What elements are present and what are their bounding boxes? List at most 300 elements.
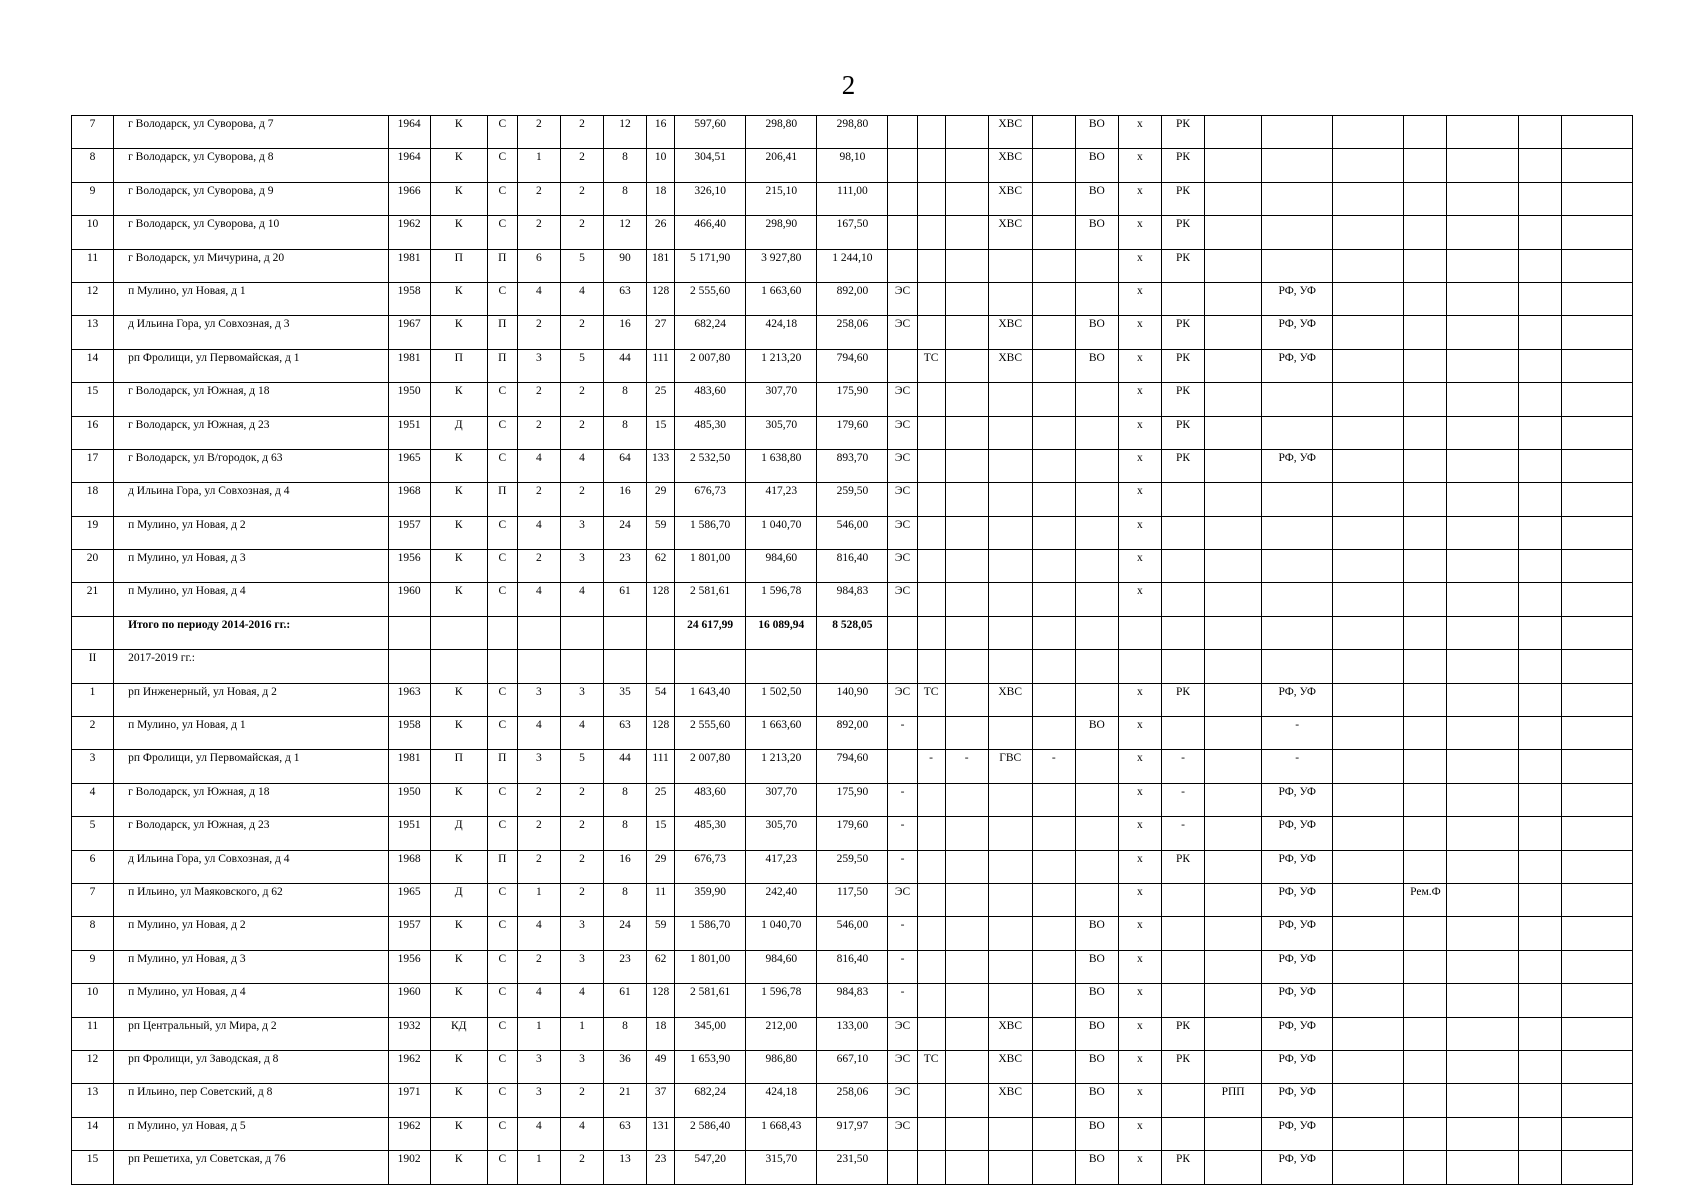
table-cell: 128 xyxy=(647,282,675,315)
address-cell: п Мулино, ул Новая, д 1 xyxy=(114,717,389,750)
table-cell: 6 xyxy=(517,249,560,282)
table-cell: 2 xyxy=(560,216,603,249)
table-cell: 1 586,70 xyxy=(675,516,746,549)
table-cell xyxy=(1205,383,1262,416)
table-cell: 1981 xyxy=(388,750,430,783)
table-cell: 1963 xyxy=(388,683,430,716)
table-cell xyxy=(1404,282,1447,315)
table-cell: - xyxy=(1032,750,1075,783)
table-cell xyxy=(1404,182,1447,215)
table-cell xyxy=(945,583,988,616)
table-cell: 8 xyxy=(603,416,646,449)
table-cell: РФ, УФ xyxy=(1262,683,1333,716)
table-cell: РК xyxy=(1161,182,1204,215)
table-cell xyxy=(1404,683,1447,716)
table-cell xyxy=(1262,416,1333,449)
table-cell: К xyxy=(430,1117,487,1150)
table-cell: - xyxy=(888,817,917,850)
table-cell: П xyxy=(430,750,487,783)
table-cell xyxy=(1262,650,1333,683)
table-cell: 305,70 xyxy=(746,416,817,449)
table-cell: 2 xyxy=(560,182,603,215)
table-cell: 24 617,99 xyxy=(675,616,746,649)
table-cell xyxy=(1333,1084,1404,1117)
table-cell: 345,00 xyxy=(675,1017,746,1050)
table-cell: - xyxy=(1161,783,1204,816)
table-cell: 133 xyxy=(647,449,675,482)
table-cell: 676,73 xyxy=(675,850,746,883)
table-cell xyxy=(988,583,1032,616)
table-cell xyxy=(1075,550,1118,583)
table-cell xyxy=(945,984,988,1017)
table-cell: х xyxy=(1118,1084,1161,1117)
table-cell: РК xyxy=(1161,149,1204,182)
table-cell xyxy=(917,984,945,1017)
table-cell: 11 xyxy=(647,883,675,916)
table-row xyxy=(72,1084,1633,1117)
table-cell: 2 xyxy=(560,850,603,883)
table-cell: С xyxy=(487,883,517,916)
table-cell xyxy=(1518,1117,1561,1150)
table-cell xyxy=(388,616,430,649)
table-cell: 1967 xyxy=(388,316,430,349)
table-cell xyxy=(1205,750,1262,783)
table-cell xyxy=(1447,416,1518,449)
table-cell xyxy=(1518,917,1561,950)
table-cell: х xyxy=(1118,717,1161,750)
table-cell xyxy=(1333,750,1404,783)
table-cell xyxy=(1447,1050,1518,1083)
table-cell: 1960 xyxy=(388,984,430,1017)
table-cell xyxy=(1447,249,1518,282)
table-row xyxy=(72,416,1633,449)
address-cell: п Мулино, ул Новая, д 5 xyxy=(114,1117,389,1150)
row-number-cell: 15 xyxy=(72,383,114,416)
table-cell: х xyxy=(1118,583,1161,616)
table-cell xyxy=(1518,850,1561,883)
table-cell: РФ, УФ xyxy=(1262,349,1333,382)
table-cell xyxy=(988,883,1032,916)
table-cell xyxy=(1205,216,1262,249)
table-cell: РФ, УФ xyxy=(1262,449,1333,482)
table-cell: 4 xyxy=(560,449,603,482)
table-cell: 2 xyxy=(560,1151,603,1184)
table-cell: 424,18 xyxy=(746,1084,817,1117)
table-cell xyxy=(1161,950,1204,983)
table-cell: К xyxy=(430,483,487,516)
table-cell: 892,00 xyxy=(817,717,888,750)
table-cell: 2 xyxy=(560,1084,603,1117)
table-cell xyxy=(988,383,1032,416)
table-cell xyxy=(988,249,1032,282)
table-cell xyxy=(917,616,945,649)
table-cell: 133,00 xyxy=(817,1017,888,1050)
table-cell: ЭС xyxy=(888,883,917,916)
table-cell: 1960 xyxy=(388,583,430,616)
table-cell xyxy=(945,216,988,249)
table-cell xyxy=(988,1151,1032,1184)
table-cell xyxy=(988,783,1032,816)
table-cell: С xyxy=(487,984,517,1017)
table-cell: К xyxy=(430,950,487,983)
table-cell xyxy=(487,650,517,683)
table-cell: 1 040,70 xyxy=(746,516,817,549)
table-cell: 2 xyxy=(517,383,560,416)
table-cell: 305,70 xyxy=(746,817,817,850)
table-cell xyxy=(388,650,430,683)
table-cell: 1 663,60 xyxy=(746,282,817,315)
table-cell: РК xyxy=(1161,316,1204,349)
address-cell: г Володарск, ул В/городок, д 63 xyxy=(114,449,389,482)
table-cell: 1957 xyxy=(388,917,430,950)
table-cell xyxy=(1518,349,1561,382)
table-cell xyxy=(917,850,945,883)
table-cell xyxy=(1205,516,1262,549)
table-cell xyxy=(1518,650,1561,683)
table-cell: 181 xyxy=(647,249,675,282)
table-cell: х xyxy=(1118,1151,1161,1184)
table-cell xyxy=(1075,883,1118,916)
table-cell xyxy=(1262,116,1333,149)
table-cell xyxy=(1205,817,1262,850)
table-cell: х xyxy=(1118,1117,1161,1150)
table-cell: 1 244,10 xyxy=(817,249,888,282)
table-cell: 485,30 xyxy=(675,817,746,850)
table-cell xyxy=(917,316,945,349)
table-cell xyxy=(945,349,988,382)
table-cell: 1971 xyxy=(388,1084,430,1117)
table-cell: 794,60 xyxy=(817,349,888,382)
table-cell: 44 xyxy=(603,750,646,783)
table-cell: 1 586,70 xyxy=(675,917,746,950)
table-cell xyxy=(1333,182,1404,215)
table-cell: С xyxy=(487,583,517,616)
table-cell: 986,80 xyxy=(746,1050,817,1083)
table-cell xyxy=(1075,683,1118,716)
table-cell xyxy=(1404,316,1447,349)
table-cell xyxy=(1561,783,1632,816)
table-cell xyxy=(917,182,945,215)
address-cell: г Володарск, ул Южная, д 18 xyxy=(114,783,389,816)
table-cell: 1 643,40 xyxy=(675,683,746,716)
table-cell: 5 171,90 xyxy=(675,249,746,282)
table-cell: К xyxy=(430,1084,487,1117)
address-cell: рп Инженерный, ул Новая, д 2 xyxy=(114,683,389,716)
table-cell: РК xyxy=(1161,449,1204,482)
table-row xyxy=(72,149,1633,182)
table-cell: 483,60 xyxy=(675,783,746,816)
address-cell: г Володарск, ул Суворова, д 9 xyxy=(114,182,389,215)
table-cell: 5 xyxy=(560,249,603,282)
section-header-row xyxy=(72,650,1633,683)
table-cell xyxy=(1561,1017,1632,1050)
table-cell: х xyxy=(1118,850,1161,883)
table-cell: Д xyxy=(430,416,487,449)
table-cell xyxy=(888,1151,917,1184)
table-cell: РФ, УФ xyxy=(1262,883,1333,916)
table-cell xyxy=(1447,483,1518,516)
table-cell xyxy=(917,282,945,315)
table-cell: 1950 xyxy=(388,383,430,416)
table-cell: 29 xyxy=(647,483,675,516)
table-cell xyxy=(1447,583,1518,616)
table-cell: ВО xyxy=(1075,216,1118,249)
table-cell: х xyxy=(1118,783,1161,816)
table-cell xyxy=(1447,1151,1518,1184)
table-cell: РК xyxy=(1161,1050,1204,1083)
table-cell xyxy=(603,616,646,649)
table-cell: 140,90 xyxy=(817,683,888,716)
table-cell xyxy=(888,650,917,683)
table-cell xyxy=(945,883,988,916)
table-cell: 1968 xyxy=(388,483,430,516)
table-cell xyxy=(1447,783,1518,816)
table-cell xyxy=(1333,116,1404,149)
table-cell xyxy=(917,783,945,816)
table-cell: П xyxy=(487,349,517,382)
table-cell xyxy=(1032,917,1075,950)
table-cell: х xyxy=(1118,950,1161,983)
table-cell xyxy=(1262,182,1333,215)
address-cell: г Володарск, ул Мичурина, д 20 xyxy=(114,249,389,282)
table-cell xyxy=(1032,1151,1075,1184)
table-cell: РПП xyxy=(1205,1084,1262,1117)
table-cell: ВО xyxy=(1075,1017,1118,1050)
address-cell: г Володарск, ул Суворова, д 8 xyxy=(114,149,389,182)
table-cell xyxy=(1404,249,1447,282)
table-cell xyxy=(1404,416,1447,449)
table-cell: 242,40 xyxy=(746,883,817,916)
table-cell: 167,50 xyxy=(817,216,888,249)
table-cell: 1981 xyxy=(388,349,430,382)
table-cell: ВО xyxy=(1075,1151,1118,1184)
table-cell xyxy=(1404,583,1447,616)
table-cell: К xyxy=(430,1050,487,1083)
table-cell: 1964 xyxy=(388,149,430,182)
table-cell: 175,90 xyxy=(817,783,888,816)
table-cell: РК xyxy=(1161,249,1204,282)
table-cell xyxy=(888,616,917,649)
table-cell xyxy=(1518,616,1561,649)
table-cell: 1 596,78 xyxy=(746,984,817,1017)
table-cell xyxy=(1205,416,1262,449)
table-row xyxy=(72,917,1633,950)
table-row xyxy=(72,383,1633,416)
table-cell: 3 xyxy=(517,1084,560,1117)
table-cell xyxy=(1032,249,1075,282)
table-cell: ХВС xyxy=(988,349,1032,382)
table-cell: ХВС xyxy=(988,116,1032,149)
table-cell: 54 xyxy=(647,683,675,716)
table-cell: РК xyxy=(1161,850,1204,883)
table-cell: х xyxy=(1118,383,1161,416)
table-cell: - xyxy=(1161,750,1204,783)
table-cell: 2 xyxy=(517,116,560,149)
table-cell: 18 xyxy=(647,182,675,215)
table-cell xyxy=(1561,750,1632,783)
table-cell: ВО xyxy=(1075,950,1118,983)
table-cell: 128 xyxy=(647,984,675,1017)
table-cell xyxy=(1404,449,1447,482)
table-row xyxy=(72,216,1633,249)
table-cell xyxy=(1262,149,1333,182)
table-cell: - xyxy=(888,717,917,750)
table-cell: х xyxy=(1118,449,1161,482)
table-cell xyxy=(1447,883,1518,916)
table-cell xyxy=(945,683,988,716)
table-cell xyxy=(560,616,603,649)
table-cell: 2 xyxy=(517,483,560,516)
table-cell xyxy=(988,717,1032,750)
table-cell xyxy=(945,650,988,683)
table-cell xyxy=(1205,583,1262,616)
table-cell xyxy=(1205,249,1262,282)
table-cell xyxy=(1205,182,1262,215)
table-cell xyxy=(1075,650,1118,683)
table-cell: 304,51 xyxy=(675,149,746,182)
table-cell xyxy=(1262,550,1333,583)
table-cell: РК xyxy=(1161,383,1204,416)
table-cell xyxy=(1561,550,1632,583)
table-cell: 2 586,40 xyxy=(675,1117,746,1150)
table-cell: 4 xyxy=(517,984,560,1017)
table-cell: 1956 xyxy=(388,550,430,583)
table-cell: С xyxy=(487,717,517,750)
table-cell xyxy=(1262,383,1333,416)
table-cell: К xyxy=(430,182,487,215)
table-cell: ЭС xyxy=(888,516,917,549)
table-cell: П xyxy=(430,349,487,382)
table-cell xyxy=(1032,1084,1075,1117)
table-cell xyxy=(1518,282,1561,315)
table-cell: ЭС xyxy=(888,282,917,315)
table-cell xyxy=(1561,116,1632,149)
table-cell: КД xyxy=(430,1017,487,1050)
table-cell xyxy=(1333,416,1404,449)
table-cell xyxy=(1404,516,1447,549)
table-cell xyxy=(1032,349,1075,382)
table-cell xyxy=(1205,282,1262,315)
address-cell: п Мулино, ул Новая, д 2 xyxy=(114,516,389,549)
table-cell: 128 xyxy=(647,717,675,750)
table-cell xyxy=(1333,917,1404,950)
total-row xyxy=(72,616,1633,649)
table-cell: ГВС xyxy=(988,750,1032,783)
table-cell xyxy=(1262,483,1333,516)
table-cell xyxy=(517,616,560,649)
table-cell: 4 xyxy=(560,282,603,315)
table-cell: С xyxy=(487,516,517,549)
table-cell: х xyxy=(1118,984,1161,1017)
table-cell: РФ, УФ xyxy=(1262,1084,1333,1117)
table-cell xyxy=(1333,1017,1404,1050)
table-cell: С xyxy=(487,1017,517,1050)
table-cell xyxy=(1262,249,1333,282)
table-cell xyxy=(1161,984,1204,1017)
table-cell: С xyxy=(487,282,517,315)
table-cell xyxy=(945,850,988,883)
table-cell xyxy=(1447,516,1518,549)
table-cell: РФ, УФ xyxy=(1262,984,1333,1017)
table-cell xyxy=(1561,249,1632,282)
table-cell xyxy=(1447,750,1518,783)
table-cell: РФ, УФ xyxy=(1262,817,1333,850)
table-cell xyxy=(1447,449,1518,482)
table-cell: 2 581,61 xyxy=(675,984,746,1017)
table-cell xyxy=(1205,650,1262,683)
table-cell xyxy=(1447,817,1518,850)
table-cell xyxy=(1205,449,1262,482)
table-cell: - xyxy=(945,750,988,783)
table-cell xyxy=(817,650,888,683)
table-cell: К xyxy=(430,984,487,1017)
table-cell: 892,00 xyxy=(817,282,888,315)
row-number-cell: 4 xyxy=(72,783,114,816)
table-cell: 1 653,90 xyxy=(675,1050,746,1083)
table-cell xyxy=(1118,616,1161,649)
table-cell: К xyxy=(430,116,487,149)
table-cell xyxy=(945,783,988,816)
table-cell: 1958 xyxy=(388,282,430,315)
table-cell: 29 xyxy=(647,850,675,883)
table-cell: К xyxy=(430,216,487,249)
table-cell xyxy=(1447,683,1518,716)
table-cell: 682,24 xyxy=(675,1084,746,1117)
table-cell xyxy=(430,650,487,683)
table-cell xyxy=(1075,583,1118,616)
address-cell: п Мулино, ул Новая, д 3 xyxy=(114,550,389,583)
table-cell: ВО xyxy=(1075,1117,1118,1150)
table-cell: ЭС xyxy=(888,1017,917,1050)
table-cell xyxy=(945,149,988,182)
table-cell: 3 xyxy=(517,683,560,716)
table-cell xyxy=(430,616,487,649)
table-cell xyxy=(1561,483,1632,516)
table-cell xyxy=(1333,883,1404,916)
table-cell xyxy=(1518,1017,1561,1050)
table-row xyxy=(72,1050,1633,1083)
table-cell: 1 668,43 xyxy=(746,1117,817,1150)
table-cell: 59 xyxy=(647,917,675,950)
table-cell xyxy=(1333,950,1404,983)
table-cell: 298,80 xyxy=(746,116,817,149)
table-cell: 917,97 xyxy=(817,1117,888,1150)
table-cell: 1932 xyxy=(388,1017,430,1050)
table-cell xyxy=(888,249,917,282)
table-cell: 2 007,80 xyxy=(675,750,746,783)
table-cell: РК xyxy=(1161,683,1204,716)
table-cell: 3 xyxy=(560,550,603,583)
table-cell: 816,40 xyxy=(817,550,888,583)
table-cell: ТС xyxy=(917,1050,945,1083)
table-cell xyxy=(1518,516,1561,549)
table-cell xyxy=(917,1017,945,1050)
table-cell: 16 xyxy=(603,850,646,883)
table-cell: С xyxy=(487,1084,517,1117)
table-cell xyxy=(917,917,945,950)
table-cell xyxy=(517,650,560,683)
table-cell xyxy=(1032,182,1075,215)
table-cell xyxy=(1404,650,1447,683)
table-cell: ЭС xyxy=(888,550,917,583)
table-cell: 258,06 xyxy=(817,316,888,349)
table-cell xyxy=(1561,216,1632,249)
table-cell: 1 xyxy=(517,883,560,916)
table-cell: С xyxy=(487,817,517,850)
table-cell: РК xyxy=(1161,116,1204,149)
table-cell xyxy=(1447,316,1518,349)
table-cell xyxy=(945,116,988,149)
